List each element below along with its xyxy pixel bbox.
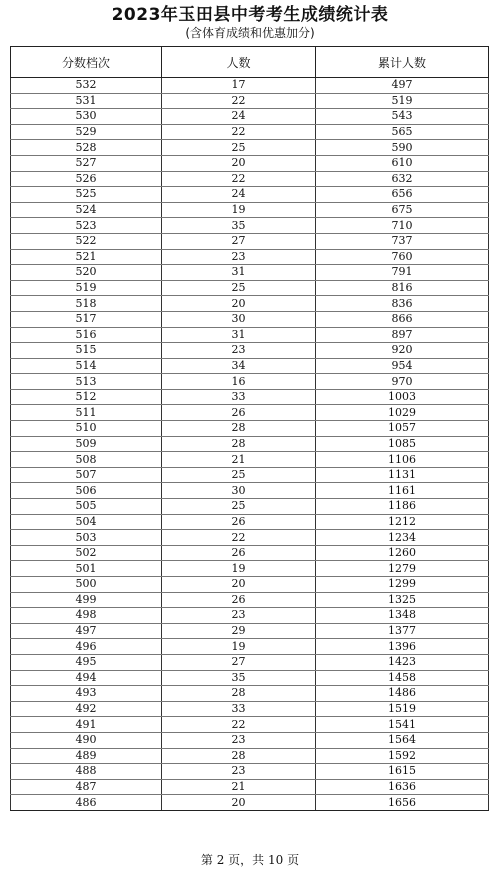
cell-cumulative: 1486 — [316, 686, 489, 702]
table-row — [11, 795, 489, 811]
cell-count: 28 — [162, 686, 316, 702]
cell-count: 26 — [162, 405, 316, 421]
table-row — [11, 686, 489, 702]
cell-cumulative: 1085 — [316, 436, 489, 452]
cell-cumulative: 1057 — [316, 421, 489, 437]
cell-count: 20 — [162, 296, 316, 312]
cell-cumulative: 1636 — [316, 779, 489, 795]
cell-count: 19 — [162, 561, 316, 577]
cell-count: 22 — [162, 717, 316, 733]
cell-score-band: 514 — [11, 358, 162, 374]
cell-cumulative: 590 — [316, 140, 489, 156]
cell-cumulative: 760 — [316, 249, 489, 265]
table-row — [11, 467, 489, 483]
table-row — [11, 623, 489, 639]
table-row — [11, 140, 489, 156]
table-row — [11, 109, 489, 125]
cell-count: 20 — [162, 577, 316, 593]
cell-count: 22 — [162, 93, 316, 109]
cell-count: 27 — [162, 233, 316, 249]
table-row — [11, 499, 489, 515]
cell-score-band: 497 — [11, 623, 162, 639]
page-title: 2023年玉田县中考考生成绩统计表 — [111, 5, 389, 25]
cell-cumulative: 1212 — [316, 514, 489, 530]
cell-cumulative: 1234 — [316, 530, 489, 546]
table-body — [11, 78, 489, 811]
cell-cumulative: 632 — [316, 171, 489, 187]
cell-count: 22 — [162, 171, 316, 187]
cell-cumulative: 1106 — [316, 452, 489, 468]
table-row — [11, 748, 489, 764]
cell-score-band: 526 — [11, 171, 162, 187]
table-row — [11, 608, 489, 624]
cell-cumulative: 970 — [316, 374, 489, 390]
table-row — [11, 343, 489, 359]
cell-cumulative: 1519 — [316, 701, 489, 717]
cell-count: 26 — [162, 514, 316, 530]
page-subtitle: (含体育成绩和优惠加分) — [185, 26, 315, 40]
table-row — [11, 78, 489, 94]
cell-score-band: 513 — [11, 374, 162, 390]
cell-score-band: 505 — [11, 499, 162, 515]
cell-score-band: 503 — [11, 530, 162, 546]
table-row — [11, 545, 489, 561]
cell-score-band: 504 — [11, 514, 162, 530]
table-row — [11, 701, 489, 717]
cell-cumulative: 1615 — [316, 764, 489, 780]
table-row — [11, 311, 489, 327]
cell-count: 20 — [162, 155, 316, 171]
cell-count: 27 — [162, 654, 316, 670]
table-row — [11, 732, 489, 748]
page-number: 第 2 页，共 10 页 — [200, 853, 300, 867]
table-row — [11, 389, 489, 405]
table-row — [11, 296, 489, 312]
cell-cumulative: 866 — [316, 311, 489, 327]
cell-count: 24 — [162, 109, 316, 125]
cell-score-band: 521 — [11, 249, 162, 265]
cell-cumulative: 1564 — [316, 732, 489, 748]
cell-cumulative: 836 — [316, 296, 489, 312]
table-row — [11, 764, 489, 780]
table-row — [11, 405, 489, 421]
cell-score-band: 527 — [11, 155, 162, 171]
table-row — [11, 233, 489, 249]
cell-score-band: 525 — [11, 187, 162, 203]
cell-count: 31 — [162, 327, 316, 343]
cell-score-band: 496 — [11, 639, 162, 655]
cell-count: 35 — [162, 670, 316, 686]
cell-score-band: 495 — [11, 654, 162, 670]
header-cumulative: 累计人数 — [316, 47, 489, 78]
cell-cumulative: 519 — [316, 93, 489, 109]
table-row — [11, 639, 489, 655]
cell-cumulative: 1423 — [316, 654, 489, 670]
cell-cumulative: 897 — [316, 327, 489, 343]
cell-cumulative: 1260 — [316, 545, 489, 561]
cell-score-band: 500 — [11, 577, 162, 593]
cell-score-band: 509 — [11, 436, 162, 452]
cell-cumulative: 1592 — [316, 748, 489, 764]
table-row — [11, 483, 489, 499]
cell-count: 29 — [162, 623, 316, 639]
table-row — [11, 670, 489, 686]
cell-score-band: 510 — [11, 421, 162, 437]
cell-score-band: 518 — [11, 296, 162, 312]
cell-score-band: 523 — [11, 218, 162, 234]
cell-score-band: 516 — [11, 327, 162, 343]
cell-score-band: 498 — [11, 608, 162, 624]
cell-score-band: 488 — [11, 764, 162, 780]
table-row — [11, 514, 489, 530]
header-count: 人数 — [162, 47, 316, 78]
cell-cumulative: 1131 — [316, 467, 489, 483]
cell-score-band: 489 — [11, 748, 162, 764]
cell-cumulative: 543 — [316, 109, 489, 125]
cell-cumulative: 1458 — [316, 670, 489, 686]
cell-cumulative: 1348 — [316, 608, 489, 624]
cell-score-band: 508 — [11, 452, 162, 468]
table-row — [11, 592, 489, 608]
cell-score-band: 530 — [11, 109, 162, 125]
table-row — [11, 779, 489, 795]
cell-cumulative: 1186 — [316, 499, 489, 515]
table-row — [11, 155, 489, 171]
cell-count: 30 — [162, 311, 316, 327]
cell-score-band: 517 — [11, 311, 162, 327]
cell-cumulative: 1279 — [316, 561, 489, 577]
cell-cumulative: 1029 — [316, 405, 489, 421]
cell-score-band: 501 — [11, 561, 162, 577]
cell-score-band: 519 — [11, 280, 162, 296]
cell-cumulative: 920 — [316, 343, 489, 359]
cell-cumulative: 610 — [316, 155, 489, 171]
table-row — [11, 421, 489, 437]
cell-count: 25 — [162, 140, 316, 156]
score-table — [10, 46, 489, 811]
cell-cumulative: 1325 — [316, 592, 489, 608]
cell-count: 25 — [162, 280, 316, 296]
cell-cumulative: 791 — [316, 265, 489, 281]
cell-score-band: 490 — [11, 732, 162, 748]
table-row — [11, 202, 489, 218]
cell-score-band: 502 — [11, 545, 162, 561]
cell-count: 26 — [162, 545, 316, 561]
cell-cumulative: 497 — [316, 78, 489, 94]
table-row — [11, 374, 489, 390]
cell-count: 21 — [162, 452, 316, 468]
cell-score-band: 529 — [11, 124, 162, 140]
table-row — [11, 280, 489, 296]
cell-score-band: 486 — [11, 795, 162, 811]
cell-score-band: 494 — [11, 670, 162, 686]
header-score-band: 分数档次 — [11, 47, 162, 78]
cell-cumulative: 1541 — [316, 717, 489, 733]
cell-score-band: 524 — [11, 202, 162, 218]
table-row — [11, 249, 489, 265]
cell-score-band: 531 — [11, 93, 162, 109]
cell-cumulative: 710 — [316, 218, 489, 234]
cell-cumulative: 1299 — [316, 577, 489, 593]
table-row — [11, 327, 489, 343]
table-row — [11, 436, 489, 452]
cell-score-band: 491 — [11, 717, 162, 733]
cell-score-band: 515 — [11, 343, 162, 359]
table-row — [11, 187, 489, 203]
cell-count: 19 — [162, 639, 316, 655]
cell-score-band: 493 — [11, 686, 162, 702]
cell-score-band: 507 — [11, 467, 162, 483]
cell-count: 22 — [162, 530, 316, 546]
table-row — [11, 358, 489, 374]
cell-count: 20 — [162, 795, 316, 811]
cell-cumulative: 954 — [316, 358, 489, 374]
table-row — [11, 452, 489, 468]
cell-count: 23 — [162, 343, 316, 359]
cell-score-band: 512 — [11, 389, 162, 405]
cell-score-band: 492 — [11, 701, 162, 717]
cell-count: 17 — [162, 78, 316, 94]
cell-count: 34 — [162, 358, 316, 374]
cell-cumulative: 565 — [316, 124, 489, 140]
cell-count: 28 — [162, 421, 316, 437]
cell-count: 23 — [162, 608, 316, 624]
cell-count: 28 — [162, 436, 316, 452]
cell-score-band: 528 — [11, 140, 162, 156]
cell-count: 30 — [162, 483, 316, 499]
cell-cumulative: 1161 — [316, 483, 489, 499]
cell-count: 25 — [162, 467, 316, 483]
table-row — [11, 93, 489, 109]
cell-cumulative: 1656 — [316, 795, 489, 811]
cell-cumulative: 1003 — [316, 389, 489, 405]
cell-count: 28 — [162, 748, 316, 764]
cell-count: 19 — [162, 202, 316, 218]
cell-score-band: 506 — [11, 483, 162, 499]
cell-cumulative: 656 — [316, 187, 489, 203]
cell-cumulative: 675 — [316, 202, 489, 218]
cell-count: 33 — [162, 701, 316, 717]
table-row — [11, 654, 489, 670]
cell-count: 24 — [162, 187, 316, 203]
cell-count: 21 — [162, 779, 316, 795]
cell-count: 22 — [162, 124, 316, 140]
cell-count: 23 — [162, 732, 316, 748]
table-row — [11, 530, 489, 546]
table-row — [11, 561, 489, 577]
cell-count: 31 — [162, 265, 316, 281]
cell-score-band: 532 — [11, 78, 162, 94]
cell-count: 26 — [162, 592, 316, 608]
table-row — [11, 577, 489, 593]
table-row — [11, 717, 489, 733]
cell-count: 23 — [162, 764, 316, 780]
cell-cumulative: 1396 — [316, 639, 489, 655]
cell-score-band: 511 — [11, 405, 162, 421]
cell-score-band: 499 — [11, 592, 162, 608]
table-row — [11, 171, 489, 187]
cell-count: 23 — [162, 249, 316, 265]
cell-cumulative: 1377 — [316, 623, 489, 639]
cell-count: 16 — [162, 374, 316, 390]
table-row — [11, 265, 489, 281]
cell-count: 33 — [162, 389, 316, 405]
cell-cumulative: 816 — [316, 280, 489, 296]
table-header-row — [11, 47, 489, 78]
cell-score-band: 487 — [11, 779, 162, 795]
table-row — [11, 124, 489, 140]
cell-score-band: 522 — [11, 233, 162, 249]
table-row — [11, 218, 489, 234]
cell-score-band: 520 — [11, 265, 162, 281]
cell-count: 35 — [162, 218, 316, 234]
cell-cumulative: 737 — [316, 233, 489, 249]
cell-count: 25 — [162, 499, 316, 515]
